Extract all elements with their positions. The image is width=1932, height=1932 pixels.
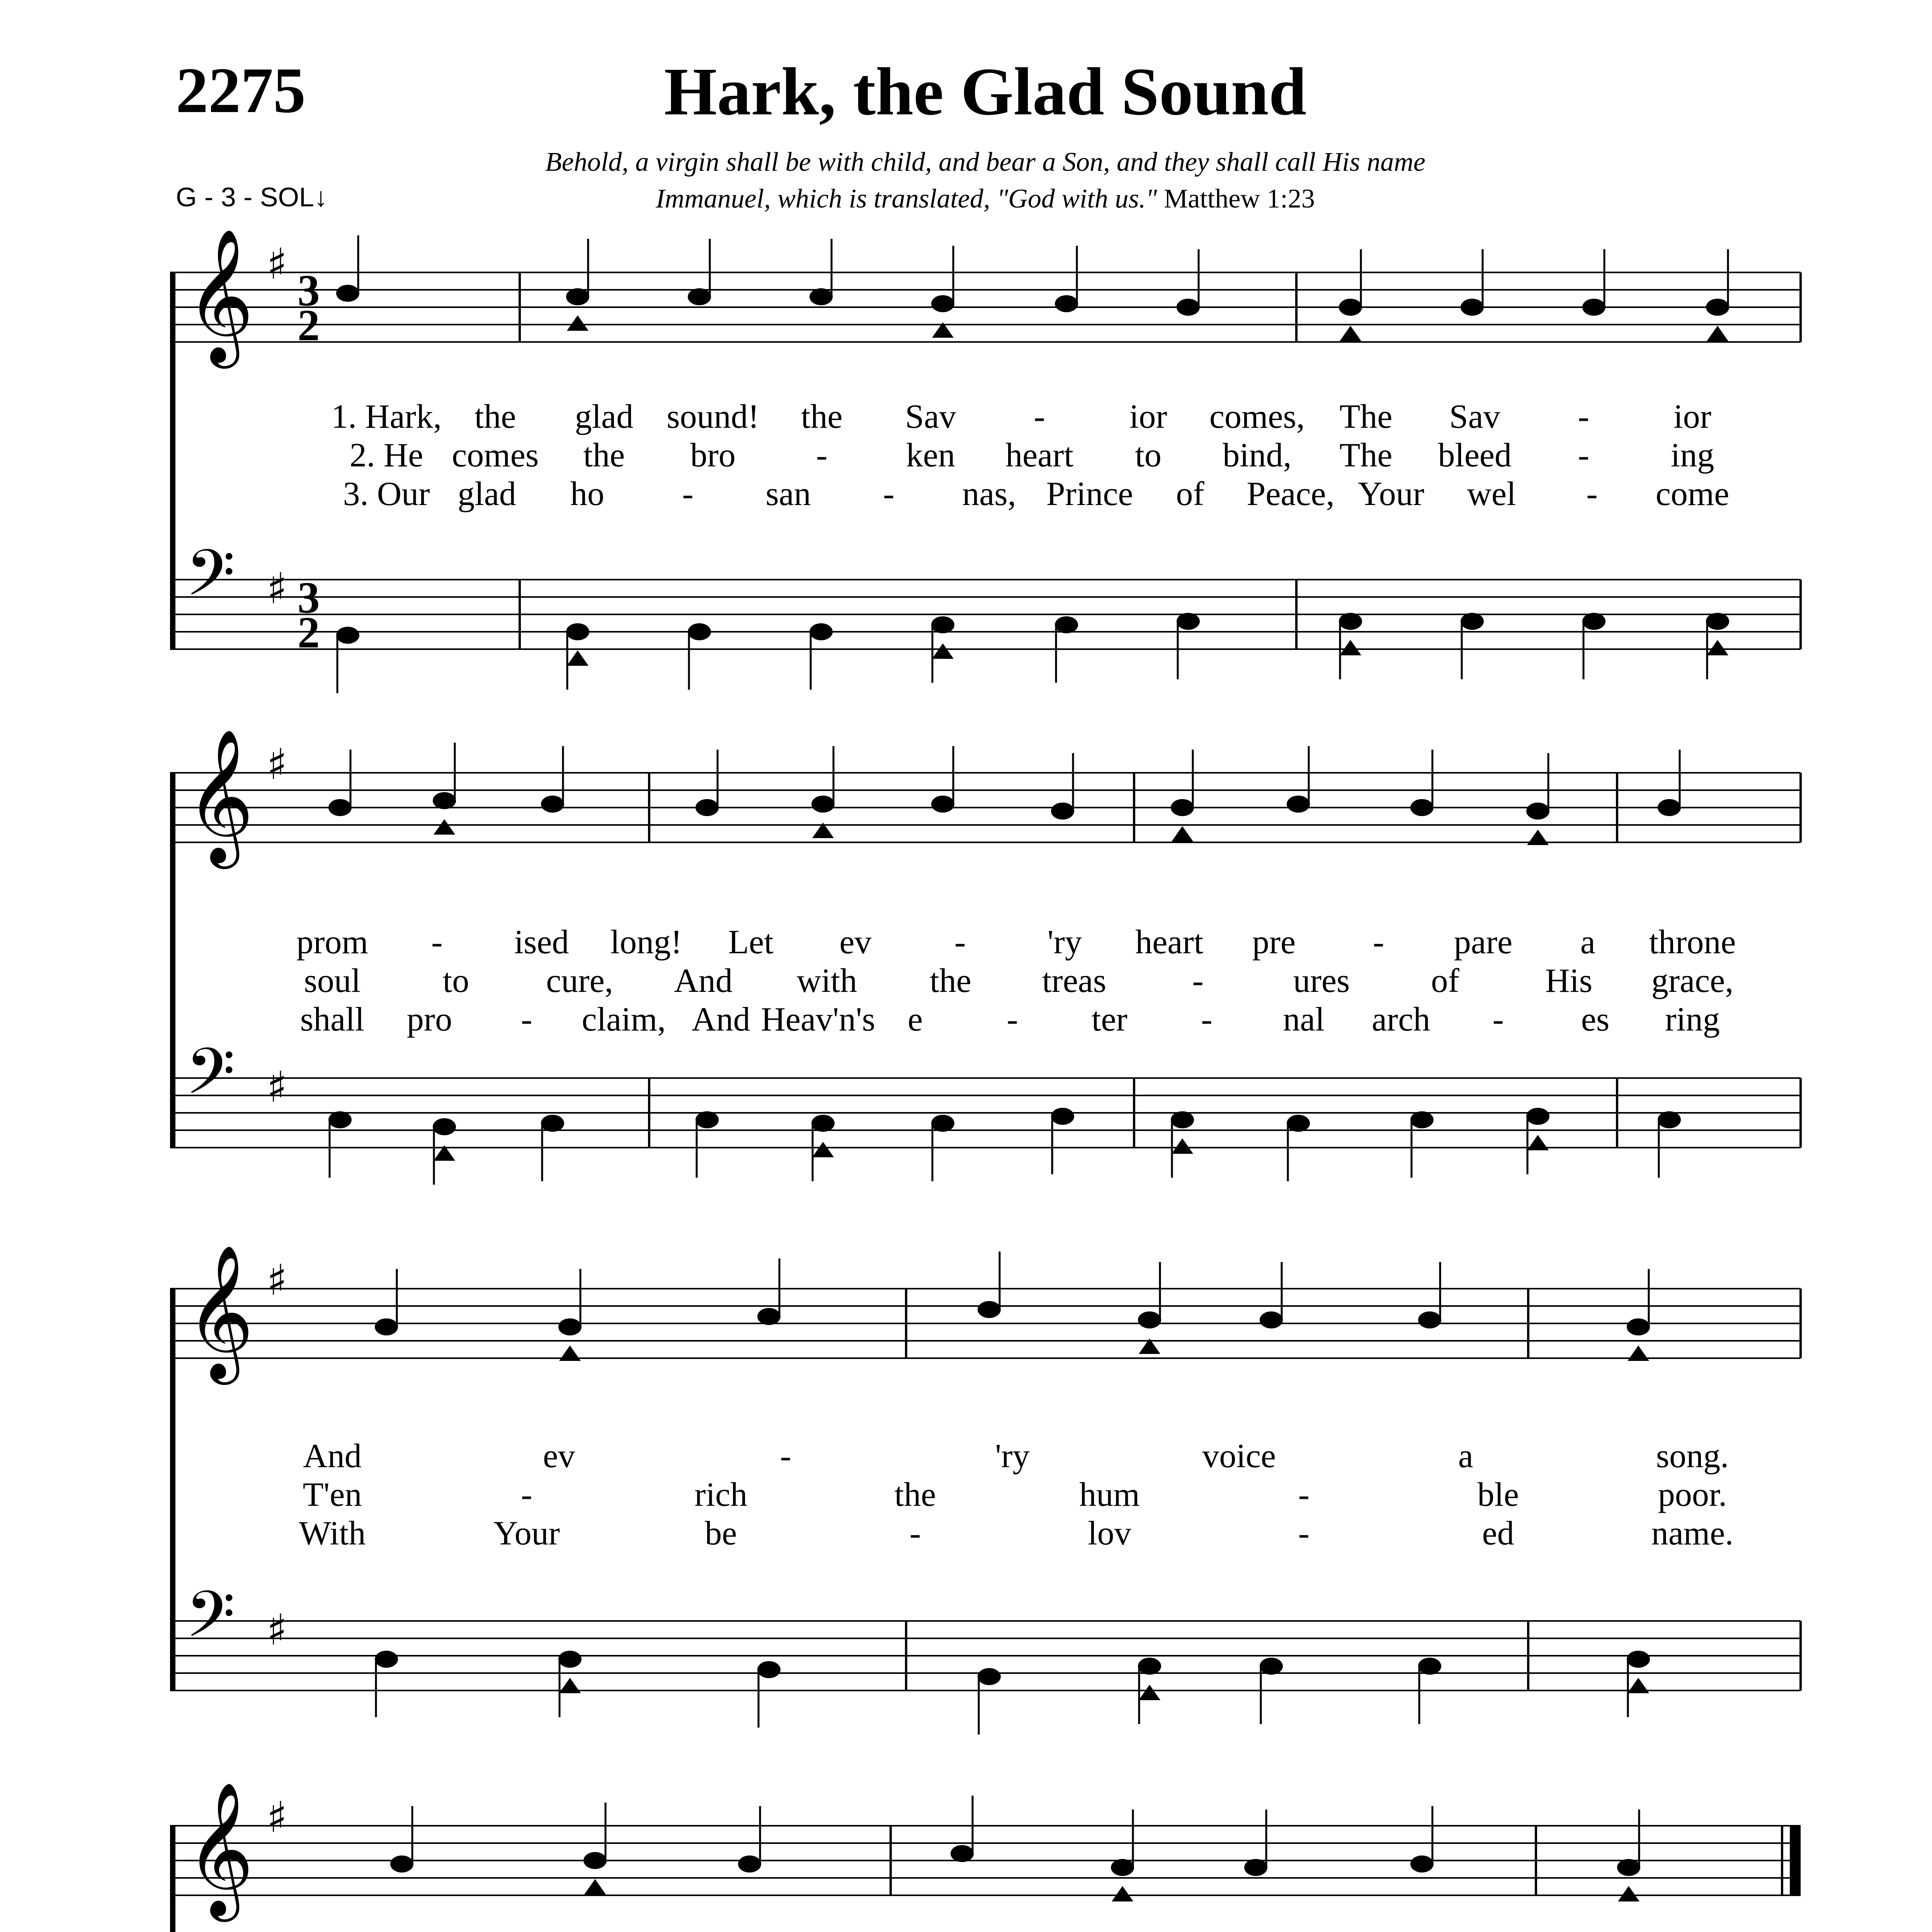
lyric-syllable: ter xyxy=(1092,1001,1128,1038)
lyric-syllable: heart xyxy=(1135,923,1204,961)
treble-clef-icon: 𝄞 xyxy=(185,1244,254,1379)
note-head xyxy=(1461,299,1484,316)
lyric-syllable: His xyxy=(1545,962,1593,1000)
hyphen: - xyxy=(780,1437,791,1475)
shape-note-head xyxy=(812,1142,834,1157)
lyric-syllable: the xyxy=(801,398,843,435)
lyric-syllable: the xyxy=(583,437,625,474)
lyric-syllable: With xyxy=(299,1515,366,1552)
note-head xyxy=(1111,1859,1134,1876)
note-head xyxy=(583,1852,607,1869)
lyric-syllable: Heav'n's xyxy=(761,1001,875,1038)
note-head xyxy=(1627,1651,1650,1668)
key-signature-sharp-icon: ♯ xyxy=(267,1062,287,1112)
shape-note-head xyxy=(932,643,954,659)
note-head xyxy=(558,1318,582,1335)
time-signature-bottom: 2 xyxy=(298,301,320,350)
lyric-syllable: the xyxy=(930,962,971,1000)
key-signature-sharp-icon: ♯ xyxy=(267,1605,287,1655)
note-head xyxy=(951,1845,974,1862)
note-head xyxy=(931,616,954,633)
note-head xyxy=(1260,1658,1283,1675)
lyric-syllable: prom xyxy=(296,923,368,961)
shape-note-head xyxy=(567,650,588,666)
lyric-syllable: 'ry xyxy=(1047,923,1082,961)
note-head xyxy=(1051,803,1074,820)
key-signature-sharp-icon: ♯ xyxy=(267,1255,287,1305)
note-head xyxy=(688,288,711,305)
lyric-syllable: the xyxy=(894,1476,936,1514)
note-head xyxy=(566,623,589,640)
note-head xyxy=(328,799,352,816)
hyphen: - xyxy=(1298,1476,1310,1514)
bass-clef-icon: 𝄢 xyxy=(185,1034,235,1124)
hyphen: - xyxy=(431,923,443,961)
note-head xyxy=(1410,799,1434,816)
lyric-syllable: of xyxy=(1176,475,1204,513)
key-signature-sharp-icon: ♯ xyxy=(267,563,287,613)
lyric-line-verse-3 xyxy=(0,1517,1932,1555)
hyphen: - xyxy=(909,1515,921,1552)
lyric-syllable: ing xyxy=(1670,437,1714,474)
shape-note-head xyxy=(1139,1685,1160,1700)
lyric-syllable: ior xyxy=(1673,398,1711,435)
lyric-syllable: Let xyxy=(728,923,774,961)
shape-note-head xyxy=(559,1345,581,1361)
note-head xyxy=(541,1115,564,1132)
lyric-syllable: And xyxy=(303,1437,362,1475)
note-head xyxy=(1055,295,1078,312)
note-head xyxy=(1526,803,1549,820)
note-head xyxy=(1617,1859,1640,1876)
lyric-syllable: shall xyxy=(300,1001,365,1038)
note-head xyxy=(1706,299,1729,316)
lyric-syllable: The xyxy=(1339,437,1393,474)
note-head xyxy=(931,796,954,813)
note-head xyxy=(1339,299,1362,316)
key-info: G - 3 - SOL↓ xyxy=(176,182,328,212)
hymn-number: 2275 xyxy=(176,54,306,126)
shape-note-head xyxy=(1527,830,1549,845)
hymn-title: Hark, the Glad Sound xyxy=(664,54,1307,129)
time-signature-top: 3 xyxy=(298,573,320,622)
lyric-syllable: ho xyxy=(570,475,604,513)
lyric-line-verse-1 xyxy=(0,925,1932,964)
note-head xyxy=(1055,616,1078,633)
hyphen: - xyxy=(1201,1001,1213,1038)
shape-note-head xyxy=(1340,326,1361,341)
note-head xyxy=(375,1318,398,1335)
shape-note-head xyxy=(1172,826,1193,842)
lyric-syllable: claim, xyxy=(582,1001,666,1038)
shape-note-head xyxy=(559,1678,581,1693)
note-head xyxy=(433,792,456,809)
lyric-syllable: of xyxy=(1431,962,1459,1000)
lyric-syllable: pro xyxy=(406,1001,452,1038)
lyric-line-verse-2 xyxy=(0,439,1932,477)
lyric-syllable: grace, xyxy=(1651,962,1734,1000)
treble-clef-icon: 𝄞 xyxy=(185,228,254,362)
hyphen: - xyxy=(1578,437,1589,474)
lyric-syllable: ev xyxy=(839,923,872,961)
lyric-line-verse-2 xyxy=(0,1478,1932,1517)
lyric-syllable: bind, xyxy=(1223,437,1292,474)
lyric-syllable: san xyxy=(765,475,811,513)
lyric-syllable: glad xyxy=(575,398,634,435)
shape-note-head xyxy=(1628,1345,1649,1361)
lyric-syllable: ures xyxy=(1293,962,1350,1000)
lyric-syllable: be xyxy=(705,1515,737,1552)
note-head xyxy=(757,1308,781,1325)
lyric-syllable: ken xyxy=(906,437,955,474)
hyphen: - xyxy=(1298,1515,1310,1552)
lyric-syllable: name. xyxy=(1651,1515,1734,1552)
scripture-text-2: Immanuel, which is translated, "God with us." xyxy=(656,184,1157,214)
shape-note-head xyxy=(434,819,455,835)
shape-note-head xyxy=(1112,1886,1133,1901)
lyric-syllable: Prince xyxy=(1046,475,1133,513)
lyric-syllable: heart xyxy=(1005,437,1073,474)
lyric-syllable: song. xyxy=(1656,1437,1729,1475)
key-signature-sharp-icon: ♯ xyxy=(267,239,287,289)
note-head xyxy=(375,1651,398,1668)
lyric-syllable: comes, xyxy=(1209,398,1305,435)
note-head xyxy=(1287,1115,1310,1132)
note-head xyxy=(810,623,833,640)
lyric-syllable: 1. Hark, xyxy=(331,398,442,435)
note-head xyxy=(1658,799,1681,816)
lyric-syllable: pare xyxy=(1454,923,1513,961)
lyric-syllable: rich xyxy=(694,1476,748,1514)
shape-note-head xyxy=(567,315,588,331)
lyric-syllable: bleed xyxy=(1438,437,1512,474)
lyric-syllable: Your xyxy=(1357,475,1425,513)
bass-clef-icon: 𝄢 xyxy=(185,536,235,626)
lyric-syllable: glad xyxy=(457,475,516,513)
lyric-line-verse-2 xyxy=(0,964,1932,1003)
lyric-syllable: 3. Our xyxy=(343,475,430,513)
final-bar-line xyxy=(1792,1826,1801,1895)
note-head xyxy=(336,285,359,302)
shape-note-head xyxy=(1618,1886,1639,1901)
system-bracket xyxy=(170,1826,175,1932)
note-head xyxy=(738,1855,761,1872)
note-head xyxy=(1658,1111,1681,1128)
note-head xyxy=(978,1301,1001,1318)
lyric-syllable: voice xyxy=(1202,1437,1276,1475)
lyric-syllable: es xyxy=(1581,1001,1610,1038)
note-head xyxy=(688,623,711,640)
lyric-syllable: lov xyxy=(1088,1515,1131,1552)
lyric-line-verse-1 xyxy=(0,400,1932,439)
note-head xyxy=(541,796,564,813)
note-head xyxy=(696,799,719,816)
note-head xyxy=(1418,1658,1441,1675)
lyric-syllable: Peace, xyxy=(1247,475,1335,513)
lyric-syllable: a xyxy=(1580,923,1595,961)
lyric-syllable: Your xyxy=(493,1515,560,1552)
lyric-syllable: nal xyxy=(1283,1001,1325,1038)
lyric-syllable: a xyxy=(1458,1437,1473,1475)
scripture-reference: Matthew 1:23 xyxy=(1164,184,1315,214)
time-signature-bottom: 2 xyxy=(298,608,320,657)
note-head xyxy=(1418,1311,1441,1328)
note-head xyxy=(931,295,954,312)
hyphen: - xyxy=(1492,1001,1504,1038)
hyphen: - xyxy=(1578,398,1589,435)
note-head xyxy=(810,288,833,305)
key-signature-sharp-icon: ♯ xyxy=(267,739,287,789)
lyric-syllable: cure, xyxy=(546,962,613,1000)
hyphen: - xyxy=(1007,1001,1018,1038)
lyric-syllable: sound! xyxy=(667,398,759,435)
note-head xyxy=(336,627,359,644)
lyric-syllable: Sav xyxy=(905,398,956,435)
lyric-syllable: ev xyxy=(543,1437,575,1475)
lyric-syllable: with xyxy=(796,962,857,1000)
lyric-syllable: poor. xyxy=(1658,1476,1727,1514)
shape-note-head xyxy=(1707,326,1728,341)
hyphen: - xyxy=(1373,923,1384,961)
note-head xyxy=(931,1115,954,1132)
note-head xyxy=(1244,1859,1267,1876)
lyric-syllable: to xyxy=(1135,437,1162,474)
lyric-syllable: The xyxy=(1339,398,1393,435)
treble-clef-icon: 𝄞 xyxy=(185,1781,254,1916)
lyric-line-verse-1 xyxy=(0,1439,1932,1478)
note-head xyxy=(1138,1658,1161,1675)
note-head xyxy=(1138,1311,1161,1328)
lyric-syllable: the xyxy=(474,398,516,435)
lyric-syllable: 'ry xyxy=(995,1437,1030,1475)
lyric-syllable: bro xyxy=(690,437,736,474)
lyric-syllable: T'en xyxy=(303,1476,362,1514)
lyric-syllable: wel xyxy=(1467,475,1516,513)
note-head xyxy=(328,1111,352,1128)
note-head xyxy=(1410,1111,1434,1128)
lyric-syllable: Sav xyxy=(1449,398,1500,435)
note-head xyxy=(566,288,589,305)
lyric-syllable: pre xyxy=(1252,923,1296,961)
note-head xyxy=(1627,1318,1650,1335)
lyric-syllable: ed xyxy=(1482,1515,1514,1552)
lyric-syllable: And xyxy=(691,1001,750,1038)
lyric-syllable: And xyxy=(674,962,733,1000)
note-head xyxy=(1177,299,1200,316)
note-head xyxy=(1410,1855,1434,1872)
lyric-syllable: throne xyxy=(1649,923,1736,961)
shape-note-head xyxy=(1707,640,1728,655)
note-head xyxy=(558,1651,582,1668)
lyric-line-verse-3 xyxy=(0,1003,1932,1041)
shape-note-head xyxy=(1527,1135,1549,1150)
lyric-line-verse-3 xyxy=(0,477,1932,516)
lyric-syllable: ised xyxy=(514,923,569,961)
shape-note-head xyxy=(1172,1138,1193,1154)
note-head xyxy=(1582,613,1605,630)
lyric-syllable: arch xyxy=(1371,1001,1430,1038)
lyric-syllable: 2. He xyxy=(349,437,423,474)
lyric-syllable: hum xyxy=(1079,1476,1140,1514)
note-head xyxy=(1260,1311,1283,1328)
shape-note-head xyxy=(584,1879,606,1895)
hyphen: - xyxy=(682,475,694,513)
hyphen: - xyxy=(1034,398,1045,435)
note-head xyxy=(696,1111,719,1128)
note-head xyxy=(1051,1108,1074,1125)
treble-clef-icon: 𝄞 xyxy=(185,728,254,863)
note-head xyxy=(811,796,835,813)
hyphen: - xyxy=(521,1476,532,1514)
lyric-syllable: long! xyxy=(610,923,682,961)
shape-note-head xyxy=(1340,640,1361,655)
note-head xyxy=(1287,796,1310,813)
note-head xyxy=(1526,1108,1549,1125)
lyric-syllable: soul xyxy=(304,962,361,1000)
note-head xyxy=(390,1855,413,1872)
hyphen: - xyxy=(521,1001,532,1038)
hyphen: - xyxy=(816,437,828,474)
lyric-syllable: to xyxy=(442,962,469,1000)
hyphen: - xyxy=(883,475,895,513)
scripture-text-1: Behold, a virgin shall be with child, and bear a Son, and they shall call His name xyxy=(545,147,1425,177)
bass-clef-icon: 𝄢 xyxy=(185,1577,235,1667)
lyric-syllable: ble xyxy=(1477,1476,1519,1514)
lyric-syllable: treas xyxy=(1042,962,1107,1000)
note-head xyxy=(1339,613,1362,630)
key-signature-sharp-icon: ♯ xyxy=(267,1792,287,1842)
note-head xyxy=(1706,613,1729,630)
lyric-syllable: e xyxy=(908,1001,923,1038)
hyphen: - xyxy=(1192,962,1204,1000)
shape-note-head xyxy=(1628,1678,1649,1693)
note-head xyxy=(811,1115,835,1132)
hyphen: - xyxy=(1586,475,1598,513)
lyric-syllable: nas, xyxy=(962,475,1016,513)
time-signature-top: 3 xyxy=(298,266,320,315)
note-head xyxy=(1461,613,1484,630)
lyric-syllable: ring xyxy=(1665,1001,1720,1038)
lyric-syllable: comes xyxy=(452,437,539,474)
note-head xyxy=(978,1668,1001,1685)
note-head xyxy=(433,1118,456,1135)
note-head xyxy=(757,1661,781,1678)
note-head xyxy=(1177,613,1200,630)
hyphen: - xyxy=(954,923,966,961)
lyric-syllable: ior xyxy=(1129,398,1167,435)
note-head xyxy=(1171,1111,1194,1128)
note-head xyxy=(1171,799,1194,816)
lyric-syllable: come xyxy=(1655,475,1730,513)
note-head xyxy=(1582,299,1605,316)
